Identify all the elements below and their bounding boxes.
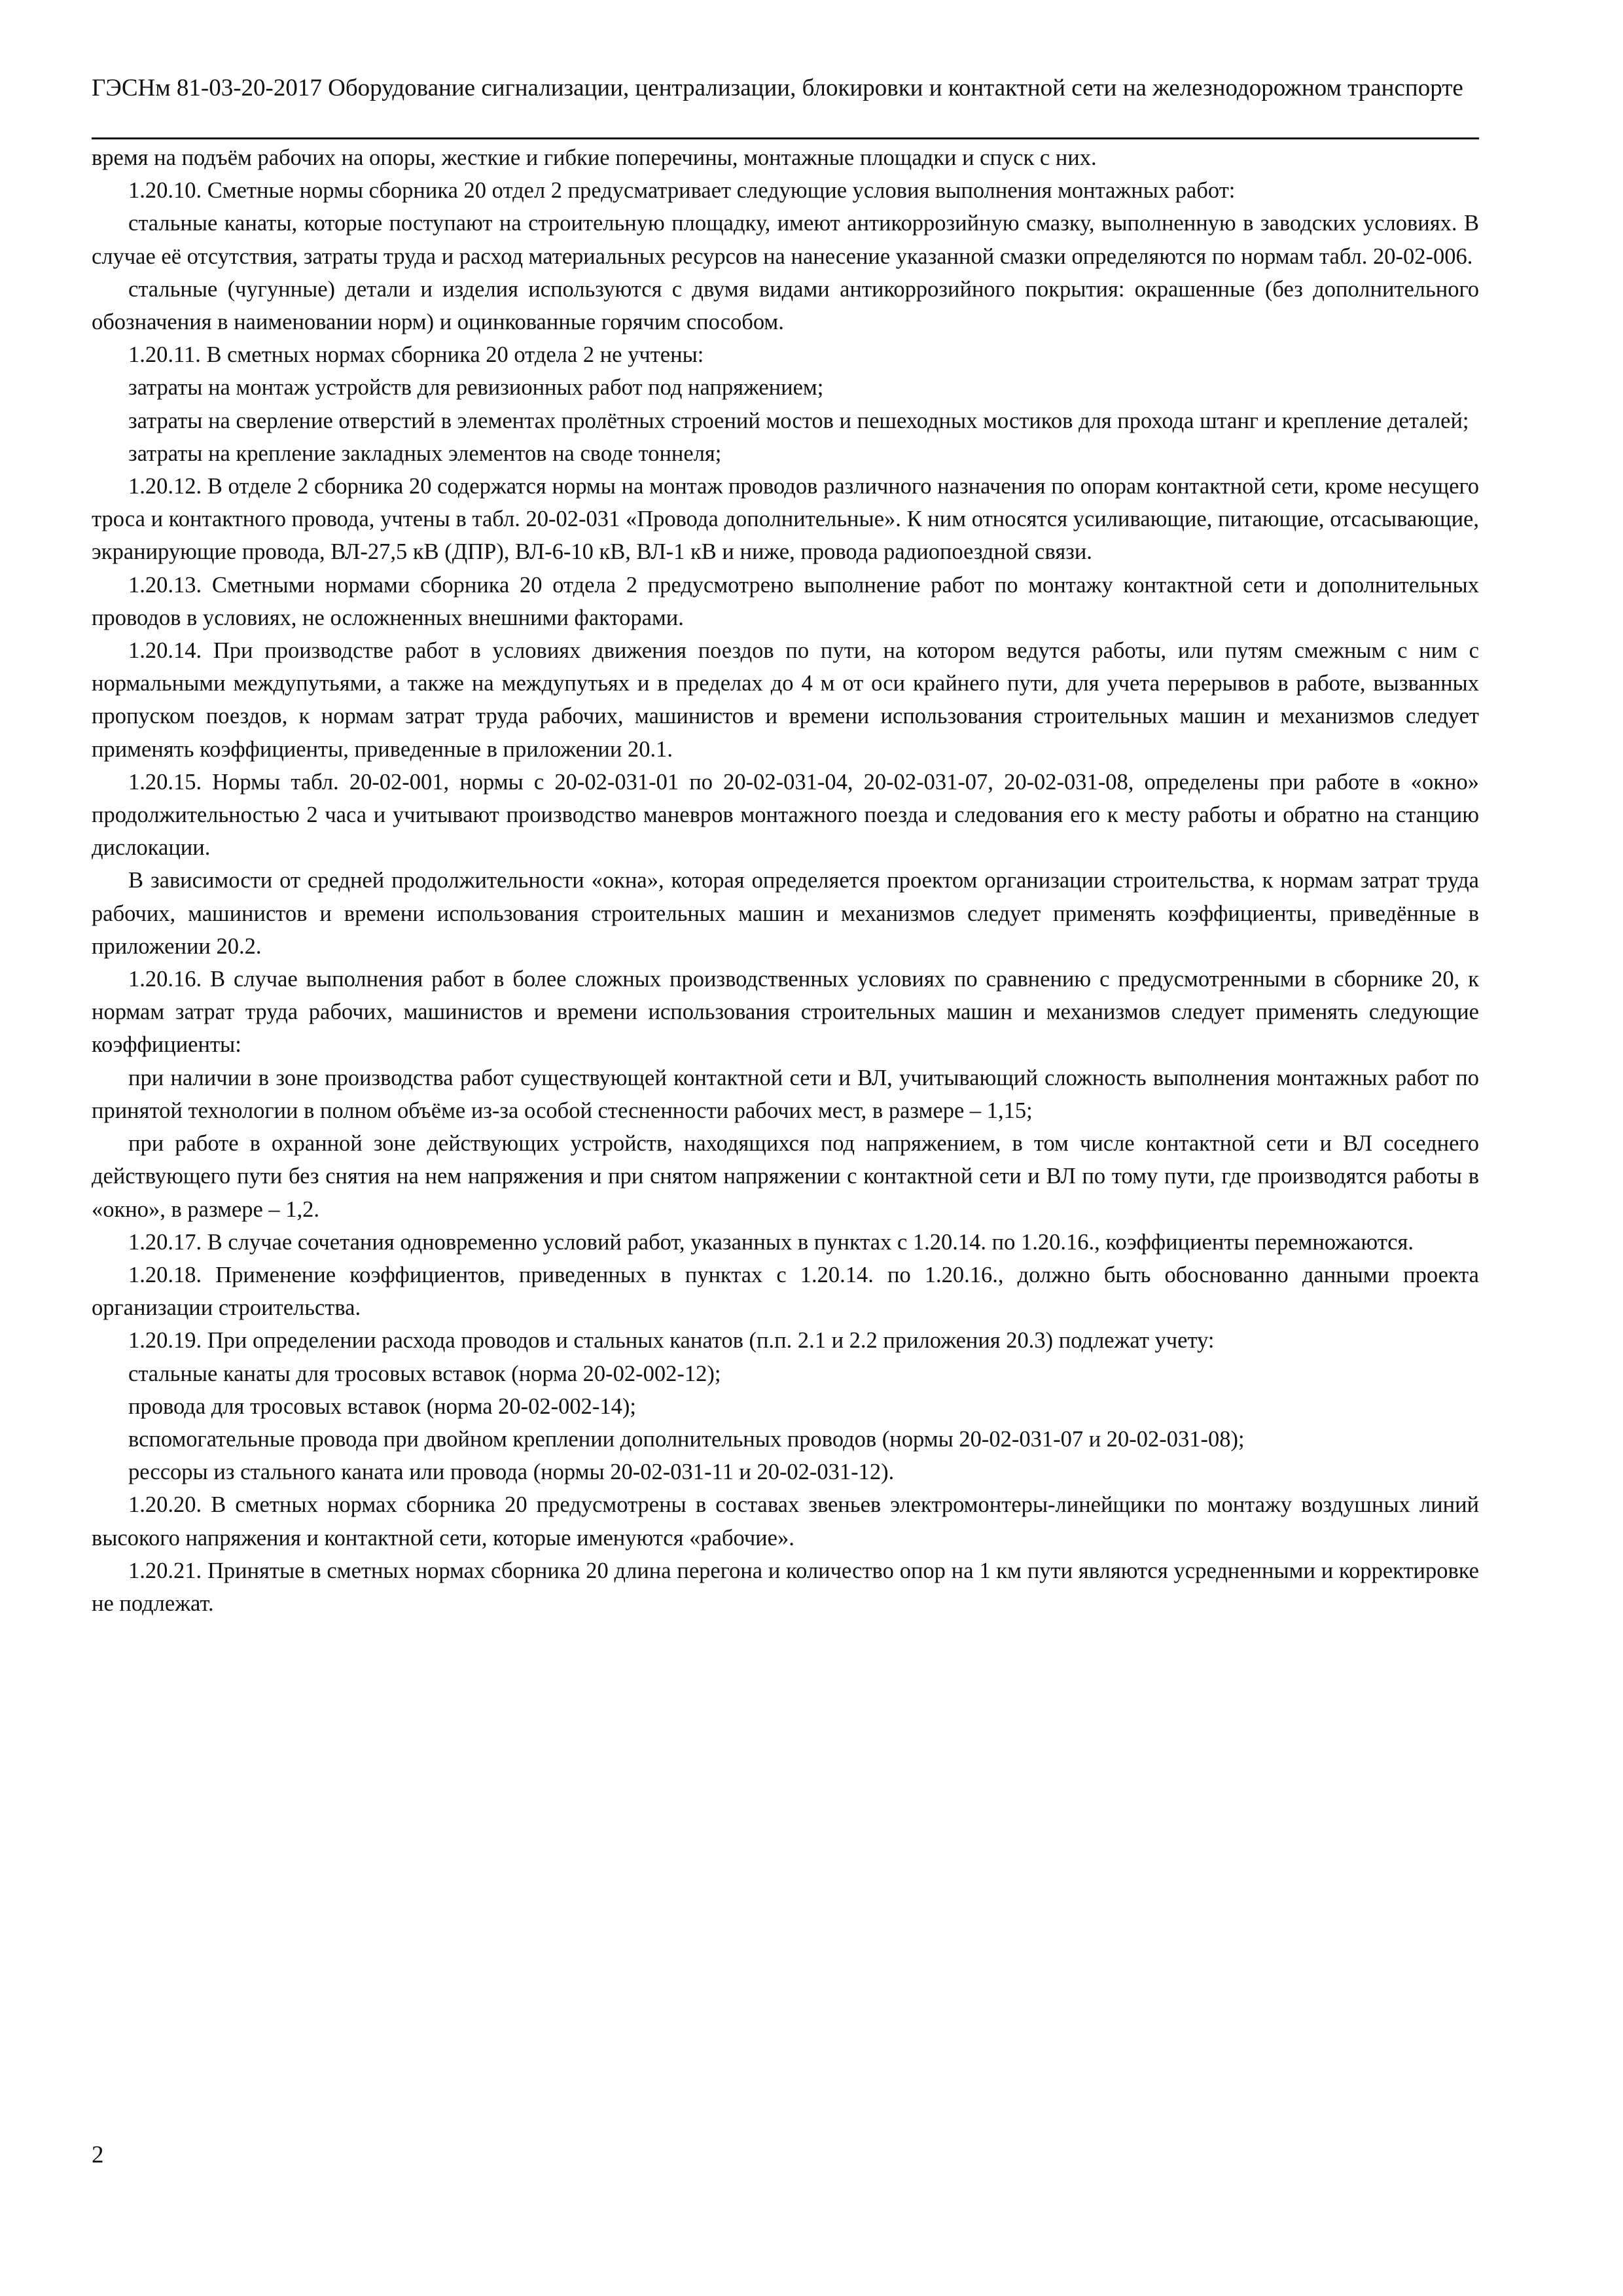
paragraph-1-20-16: 1.20.16. В случае выполнения работ в более сложных производственных условиях по сравнению с предусмотренными в сборнике 20, к нормам затрат труда рабочих, машинистов и времени использования строительных машин и механизмов следует применять следующие коэффициенты: [92,967,1479,1058]
paragraph-1-20-19: 1.20.19. При определении расхода проводов и стальных канатов (п.п. 2.1 и 2.2 приложения 20.3) подлежат учету: [128,1328,1215,1354]
document-body [92,141,1479,1620]
paragraph-steel-ropes: стальные канаты, которые поступают на строительную площадку, имеют антикоррозийную смазку, выполненную в заводских условиях. В случае её отсутствия, затраты труда и расход материальных ресурсов на нанесение указанной смазки определяются по нормам табл. 20-02-006. [92,211,1479,269]
paragraph-1-20-11: 1.20.11. В сметных нормах сборника 20 отдела 2 не учтены: [128,342,704,368]
paragraph-coef-1-2: при работе в охранной зоне действующих устройств, находящихся под напряжением, в том числе контактной сети и ВЛ соседнего действующего пути без снятия на нем напряжения и при снятом напряжении с контактной сети и ВЛ по тому пути, где производятся работы в «окно», в размере – 1,2. [92,1131,1479,1222]
paragraph-revision-devices: затраты на монтаж устройств для ревизионных работ под напряжением; [128,375,824,401]
paragraph-auxiliary-wires: вспомогательные провода при двойном креплении дополнительных проводов (нормы 20-02-031-07 и 20-02-031-08); [128,1426,1245,1452]
paragraph-tunnel-elements: затраты на крепление закладных элементов на своде тоннеля; [128,440,722,466]
paragraph-1-20-15: 1.20.15. Нормы табл. 20-02-001, нормы с 20-02-031-01 по 20-02-031-04, 20-02-031-07, 20-02-031-08, определены при работе в «окно» продолжительностью 2 часа и учитывают производство маневров монтажного поезда и следования его к месту работы и обратно на станцию дислокации. [92,769,1479,861]
paragraph-1-20-17: 1.20.17. В случае сочетания одновременно условий работ, указанных в пунктах с 1.20.14. по 1.20.16., коэффициенты перемножаются. [128,1229,1414,1255]
paragraph-1-20-14: 1.20.14. При производстве работ в условиях движения поездов по пути, на котором ведутся работы, или путям смежным с ним с нормальными междупутьями, а также на междупутьях и в пределах до 4 м от оси крайнего пути, для учета перерывов в работе, вызванных пропуском поездов, к нормам затрат труда рабочих, машинистов и времени использования строительных машин и механизмов следует применять коэффициенты, приведенные в приложении 20.1. [92,638,1479,762]
paragraph-1-20-18: 1.20.18. Применение коэффициентов, приведенных в пунктах с 1.20.14. по 1.20.16., должно быть обоснованно данными проекта организации строительства. [92,1262,1479,1321]
paragraph-steel-parts: стальные (чугунные) детали и изделия используются с двумя видами антикоррозийного покрытия: окрашенные (без дополнительного обозначения в наименовании норм) и оцинкованные горячим способом. [92,276,1479,335]
paragraph-steel-ropes-inserts: стальные канаты для тросовых вставок (норма 20-02-002-12); [128,1361,721,1386]
paragraph-springs: рессоры из стального каната или провода (нормы 20-02-031-11 и 20-02-031-12). [128,1460,895,1485]
paragraph-1-20-13: 1.20.13. Сметными нормами сборника 20 отдела 2 предусмотрено выполнение работ по монтажу контактной сети и дополнительных проводов в условиях, не осложненных внешними факторами. [92,572,1479,630]
paragraph-1-20-20: 1.20.20. В сметных нормах сборника 20 предусмотрены в составах звеньев электромонтеры-линейщики по монтажу воздушных линий высокого напряжения и контактной сети, которые именуются «рабочие». [92,1492,1479,1551]
paragraph-1-20-10: 1.20.10. Сметные нормы сборника 20 отдел 2 предусматривает следующие условия выполнения монтажных работ: [128,178,1236,204]
paragraph-1-20-21: 1.20.21. Принятые в сметных нормах сборника 20 длина перегона и количество опор на 1 км пути являются усредненными и корректировке не подлежат. [92,1558,1479,1616]
page-number: 2 [92,2142,104,2168]
running-header: ГЭСНм 81-03-20-2017 Оборудование сигнализации, централизации, блокировки и контактной сети на железнодорожном транспорте [92,75,1463,101]
header-divider [92,137,1479,139]
paragraph-1-20-12: 1.20.12. В отделе 2 сборника 20 содержатся нормы на монтаж проводов различного назначения по опорам контактной сети, кроме несущего троса и контактного провода, учтены в табл. 20-02-031 «Провода дополнительные». К ним относятся усиливающие, питающие, отсасывающие, экранирующие провода, ВЛ-27,5 кВ (ДПР), ВЛ-6-10 кВ, ВЛ-1 кВ и ниже, провода радиопоездной связи. [92,474,1479,565]
paragraph-window-duration: В зависимости от средней продолжительности «окна», которая определяется проектом организации строительства, к нормам затрат труда рабочих, машинистов и времени использования строительных машин и механизмов следует применять коэффициенты, приведённые в приложении 20.2. [92,868,1479,959]
paragraph-drilling: затраты на сверление отверстий в элементах пролётных строений мостов и пешеходных мостиков для прохода штанг и крепление деталей; [128,408,1469,433]
paragraph-wires-inserts: провода для тросовых вставок (норма 20-02-002-14); [128,1393,636,1419]
paragraph-continuation: время на подъём рабочих на опоры, жесткие и гибкие поперечины, монтажные площадки и спуск с них. [92,145,1097,170]
paragraph-coef-1-15: при наличии в зоне производства работ существующей контактной сети и ВЛ, учитывающий сложность выполнения монтажных работ по принятой технологии в полном объёме из-за особой стесненности рабочих мест, в размере – 1,15; [92,1065,1479,1123]
